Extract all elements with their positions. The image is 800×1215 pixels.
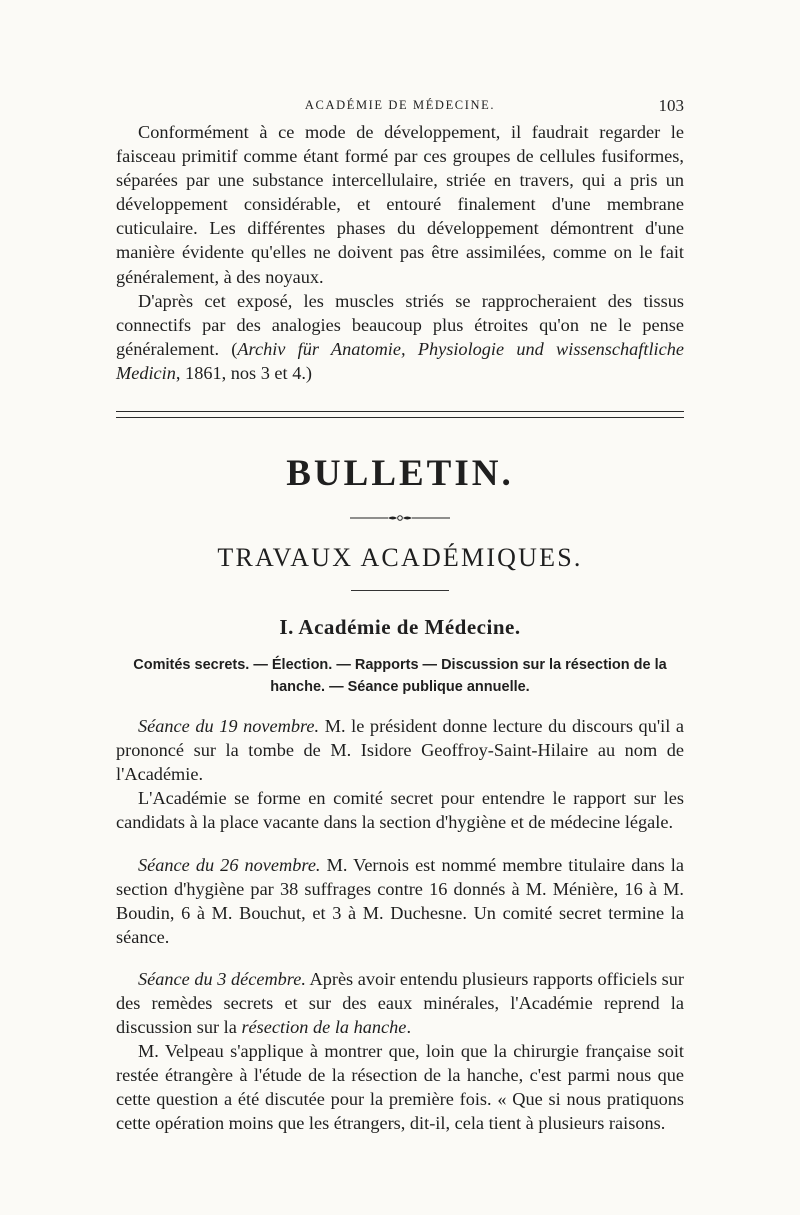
ornament-divider: [350, 513, 450, 523]
seance-emphasis: résection de la hanche: [241, 1017, 407, 1038]
bulletin-heading: BULLETIN.: [286, 453, 514, 495]
travaux-heading: TRAVAUX ACADÉMIQUES.: [217, 543, 583, 573]
seance-3-decembre: [116, 967, 684, 1136]
seance-text: Après avoir entendu plusieurs rapports officiels sur des remèdes secrets et sur des eaux minérales, l'Académie reprend la discussion sur la: [116, 968, 684, 1038]
short-rule-divider: [351, 590, 449, 591]
seance-text-end: .: [406, 1017, 412, 1038]
seance-date-label: Séance du 19 novembre.: [138, 716, 320, 737]
seance-26-novembre: [116, 853, 684, 949]
intro-paragraph-2: [116, 289, 684, 385]
page-number: 103: [658, 96, 684, 115]
seance-paragraph: [116, 853, 684, 949]
double-rule-divider: [116, 411, 684, 418]
intro-p2-text: D'après cet exposé, les muscles striés se rapprocheraient des tissus connectifs par des analogies beaucoup plus étroites qu'on ne le pense généralement. (: [116, 290, 684, 359]
seance-19-novembre: [116, 714, 684, 834]
seance-text: M. Vernois est nommé membre titulaire dans la section d'hygiène par 38 suffrages contre 16 donnés à M. Ménière, 16 à M. Boudin, 6 à M. Bouchut, et 3 à M. Duchesne. Un comité secret termine la séance.: [116, 854, 684, 947]
intro-p2-citation: Archiv für Anatomie, Physiologie und wissenschaftliche Medicin: [116, 338, 684, 383]
document-page: [116, 96, 684, 1136]
seance-paragraph: L'Académie se forme en comité secret pour entendre le rapport sur les candidats à la place vacante dans la section d'hygiène et de médecine légale.: [116, 788, 684, 833]
running-head: [116, 96, 684, 120]
section-summary: Comités secrets. — Élection. — Rapports — Discussion sur la résection de la hanche. — Séance publique annuelle.: [133, 657, 667, 696]
seance-paragraph: M. Velpeau s'applique à montrer que, loin que la chirurgie française soit restée étrangère à l'étude de la résection de la hanche, c'est parmi nous que cette question a été discutée pour la première fois. « Que si nous pratiquons cette opération moins que les étrangers, dit-il, cela tient à plusieurs raisons.: [116, 1041, 684, 1134]
seance-paragraph: [116, 967, 684, 1039]
seance-date-label: Séance du 3 décembre.: [138, 968, 306, 989]
intro-paragraph-1: Conformément à ce mode de développement, il faudrait regarder le faisceau primitif comme étant formé par ces groupes de cellules fusiformes, séparées par une substance intercellulaire, striée en travers, qui a pris un développement considérable, et entouré finalement d'une membrane cuticulaire. Les différentes phases du développement démontrent d'une manière évidente qu'elles ne doivent pas être assimilées, comme on le fait généralement, à des noyaux.: [116, 122, 684, 287]
seance-date-label: Séance du 26 novembre.: [138, 854, 321, 875]
running-head-title: ACADÉMIE DE MÉDECINE.: [304, 98, 496, 112]
intro-p2-tail: , 1861, nos 3 et 4.): [175, 362, 312, 383]
section-title: I. Académie de Médecine.: [279, 615, 521, 640]
seance-paragraph: [116, 714, 684, 786]
seance-text: M. le président donne lecture du discours qu'il a prononcé sur la tombe de M. Isidore Geoffroy-Saint-Hilaire au nom de l'Académie.: [116, 716, 684, 785]
